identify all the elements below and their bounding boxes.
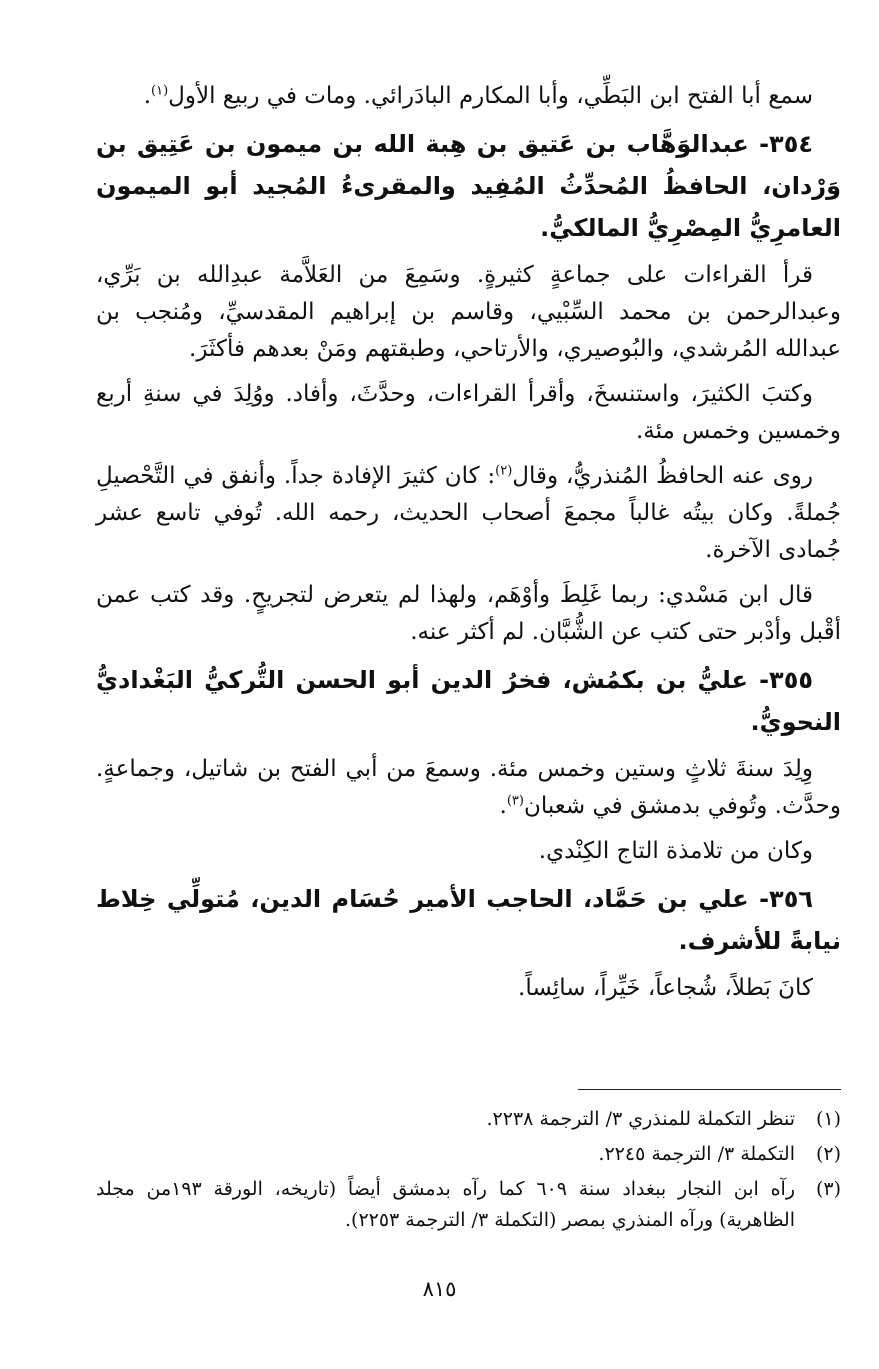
footnote-number: (١)	[815, 1108, 841, 1130]
paragraph-text: روى عنه الحافظُ المُنذريُّ، وقال	[512, 463, 813, 489]
paragraph-end: .	[143, 83, 152, 109]
footnote-marker[interactable]: (١)	[151, 83, 169, 99]
page-number: ٨١٥	[422, 1277, 457, 1301]
entry-heading-355: ٣٥٥- عليُّ بن بكمُش، فخرُ الدين أبو الحسن التُّركيُّ البَغْداديُّ النحويُّ.	[96, 666, 841, 736]
footnote-item	[96, 1139, 841, 1170]
footnote-item	[96, 1104, 841, 1135]
footnote-divider	[578, 1089, 841, 1090]
page-body	[96, 78, 841, 1015]
paragraph-birth	[96, 751, 841, 825]
paragraph-writing: وكتبَ الكثيرَ، واستنسخَ، وأقرأ القراءات، وحدَّثَ، وأفاد. ووُلِدَ في سنةِ أربع وخمسين وخمس مئة.	[96, 381, 841, 444]
paragraph-continuation	[96, 78, 841, 115]
paragraph-text: وِلِدَ سنةَ ثلاثٍ وستين وخمس مئة. وسمعَ من أبي الفتح بن شاتيل، وجماعةٍ. وحدَّث. وتُوفي بدمشق في شعبان	[96, 756, 841, 819]
footnote-number: (٣)	[815, 1178, 841, 1200]
entry-heading-356: ٣٥٦- علي بن حَمَّاد، الحاجب الأمير حُسَام الدين، مُتولِّي خِلاط نيابةً للأشرف.	[96, 885, 841, 955]
footnote-text: تنظر التكملة للمنذري ٣/ الترجمة ٢٢٣٨.	[486, 1108, 795, 1130]
footnote-marker[interactable]: (٢)	[495, 463, 513, 479]
footnote-item	[96, 1174, 841, 1236]
paragraph-ibn-masdi: قال ابن مَسْدي: ربما غَلِطَ وأوْهَم، ولهذا لم يتعرض لتجريحٍ. وقد كتب عمن أقْبل وأدْبر حتى كتب عن الشُّبَّان. لم أكثر عنه.	[96, 582, 841, 645]
footnote-number: (٢)	[815, 1143, 841, 1165]
paragraph-description: كانَ بَطلاً، شُجاعاً، خَيِّراً، سائِساً.	[518, 975, 813, 1001]
paragraph-readings: قرأ القراءات على جماعةٍ كثيرةٍ. وسَمِعَ من العَلاَّمة عبدِالله بن بَرِّي، وعبدالرحمن بن محمد السِّبْيي، وقاسم بن إبراهيم المقدسيِّ، ومُنجب بن عبدالله المُرشدي، والبُوصيري، والأرتاحي، وطبقتهم ومَنْ بعدهم فأكثَرَ.	[96, 262, 841, 362]
paragraph-narration	[96, 458, 841, 569]
footnote-text: التكملة ٣/ الترجمة ٢٢٤٥.	[598, 1143, 795, 1165]
footnote-text: رآه ابن النجار ببغداد سنة ٦٠٩ كما رآه بدمشق أيضاً (تاريخه، الورقة ١٩٣من مجلد الظاهرية) ورآه المنذري بمصر (التكملة ٣/ الترجمة ٢٢٥٣).	[96, 1178, 795, 1231]
paragraph-end: .	[499, 793, 507, 819]
paragraph-text: سمع أبا الفتح ابن البَطِّي، وأبا المكارم البادَرائي. ومات في ربيع الأول	[168, 83, 813, 109]
footnotes	[96, 1104, 841, 1240]
paragraph-text: : كان كثيرَ الإفادة جداً. وأنفق في التَّحْصيلِ جُملةً. وكان بيتُه غالباً مجمعَ أصحاب الحديث، رحمه الله. تُوفي تاسع عشر جُمادى الآخرة.	[96, 463, 841, 563]
entry-heading-354: ٣٥٤- عبدالوَهَّاب بن عَتيق بن هِبة الله بن ميمون بن عَتِيق بن وَرْدان، الحافظُ المُحدِّثُ المُفِيد والمقرىءُ المُجيد أبو الميمون العامرِيُّ المِصْرِيُّ المالكيُّ.	[96, 130, 841, 242]
footnote-marker[interactable]: (٣)	[506, 793, 524, 809]
paragraph-student: وكان من تلامذة التاج الكِنْدي.	[538, 838, 813, 864]
